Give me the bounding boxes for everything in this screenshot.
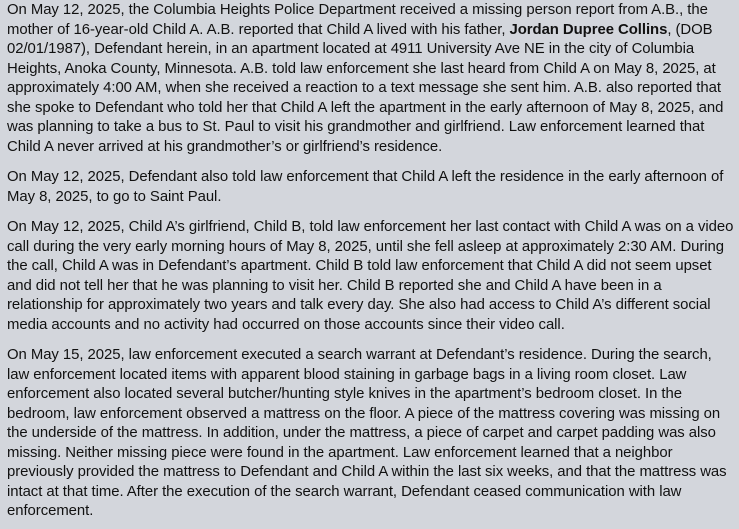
paragraph-1-text-before: On May 12, 2025, the Columbia Heights Police Department received a missing person report from A.B., the mother of 16-year-old Child A. A.B. reported that Child A lived with his father, <box>7 2 708 38</box>
paragraph-search-warrant: On May 15, 2025, law enforcement executed a search warrant at Defendant’s residence. During the search, law enforcement located items with apparent blood staining in garbage bags in a living room closet. Law enforcement also located several butcher/hunting style knives in the apartment’s bedroom closet. In the bedroom, law enforcement observed a mattress on the floor. A piece of the mattress covering was missing on the underside of the mattress. In addition, under the mattress, a piece of carpet and carpet padding was also missing. Neither missing piece were found in the apartment. Law enforcement learned that a neighbor previously provided the mattress to Defendant and Child A within the last six weeks, and that the mattress was intact at that time. After the execution of the search warrant, Defendant ceased communication with law enforcement. <box>7 347 727 519</box>
defendant-name: Jordan Dupree Collins <box>509 21 668 38</box>
paragraph-missing-report <box>7 1 737 157</box>
paragraph-defendant-statement: On May 12, 2025, Defendant also told law enforcement that Child A left the residence in the early afternoon of May 8, 2025, to go to Saint Paul. <box>7 169 724 205</box>
paragraph-1-text-after: , (DOB 02/01/1987), Defendant herein, in an apartment located at 4911 University Ave NE in the city of Columbia Heights, Anoka County, Minnesota. A.B. told law enforcement she last heard from Child A on May 8, 2025, at approximately 4:00 AM, when she received a reaction to a text message she sent him. A.B. also reported that she spoke to Defendant who told her that Child A left the apartment in the early afternoon of May 8, 2025, and was planning to take a bus to St. Paul to visit his grandmother and girlfriend. Law enforcement learned that Child A never arrived at his grandmother’s or girlfriend’s residence. <box>7 21 724 155</box>
paragraph-child-b-statement: On May 12, 2025, Child A’s girlfriend, Child B, told law enforcement her last contact with Child A was on a video call during the very early morning hours of May 8, 2025, until she fell asleep at approximately 2:30 AM. During the call, Child A was in Defendant’s apartment. Child B told law enforcement that Child A did not seem upset and did not tell her that he was planning to visit her. Child B reported she and Child A have been in a relationship for approximately two years and talk every day. She also had access to Child A’s different social media accounts and no activity had occurred on those accounts since their video call. <box>7 219 734 333</box>
